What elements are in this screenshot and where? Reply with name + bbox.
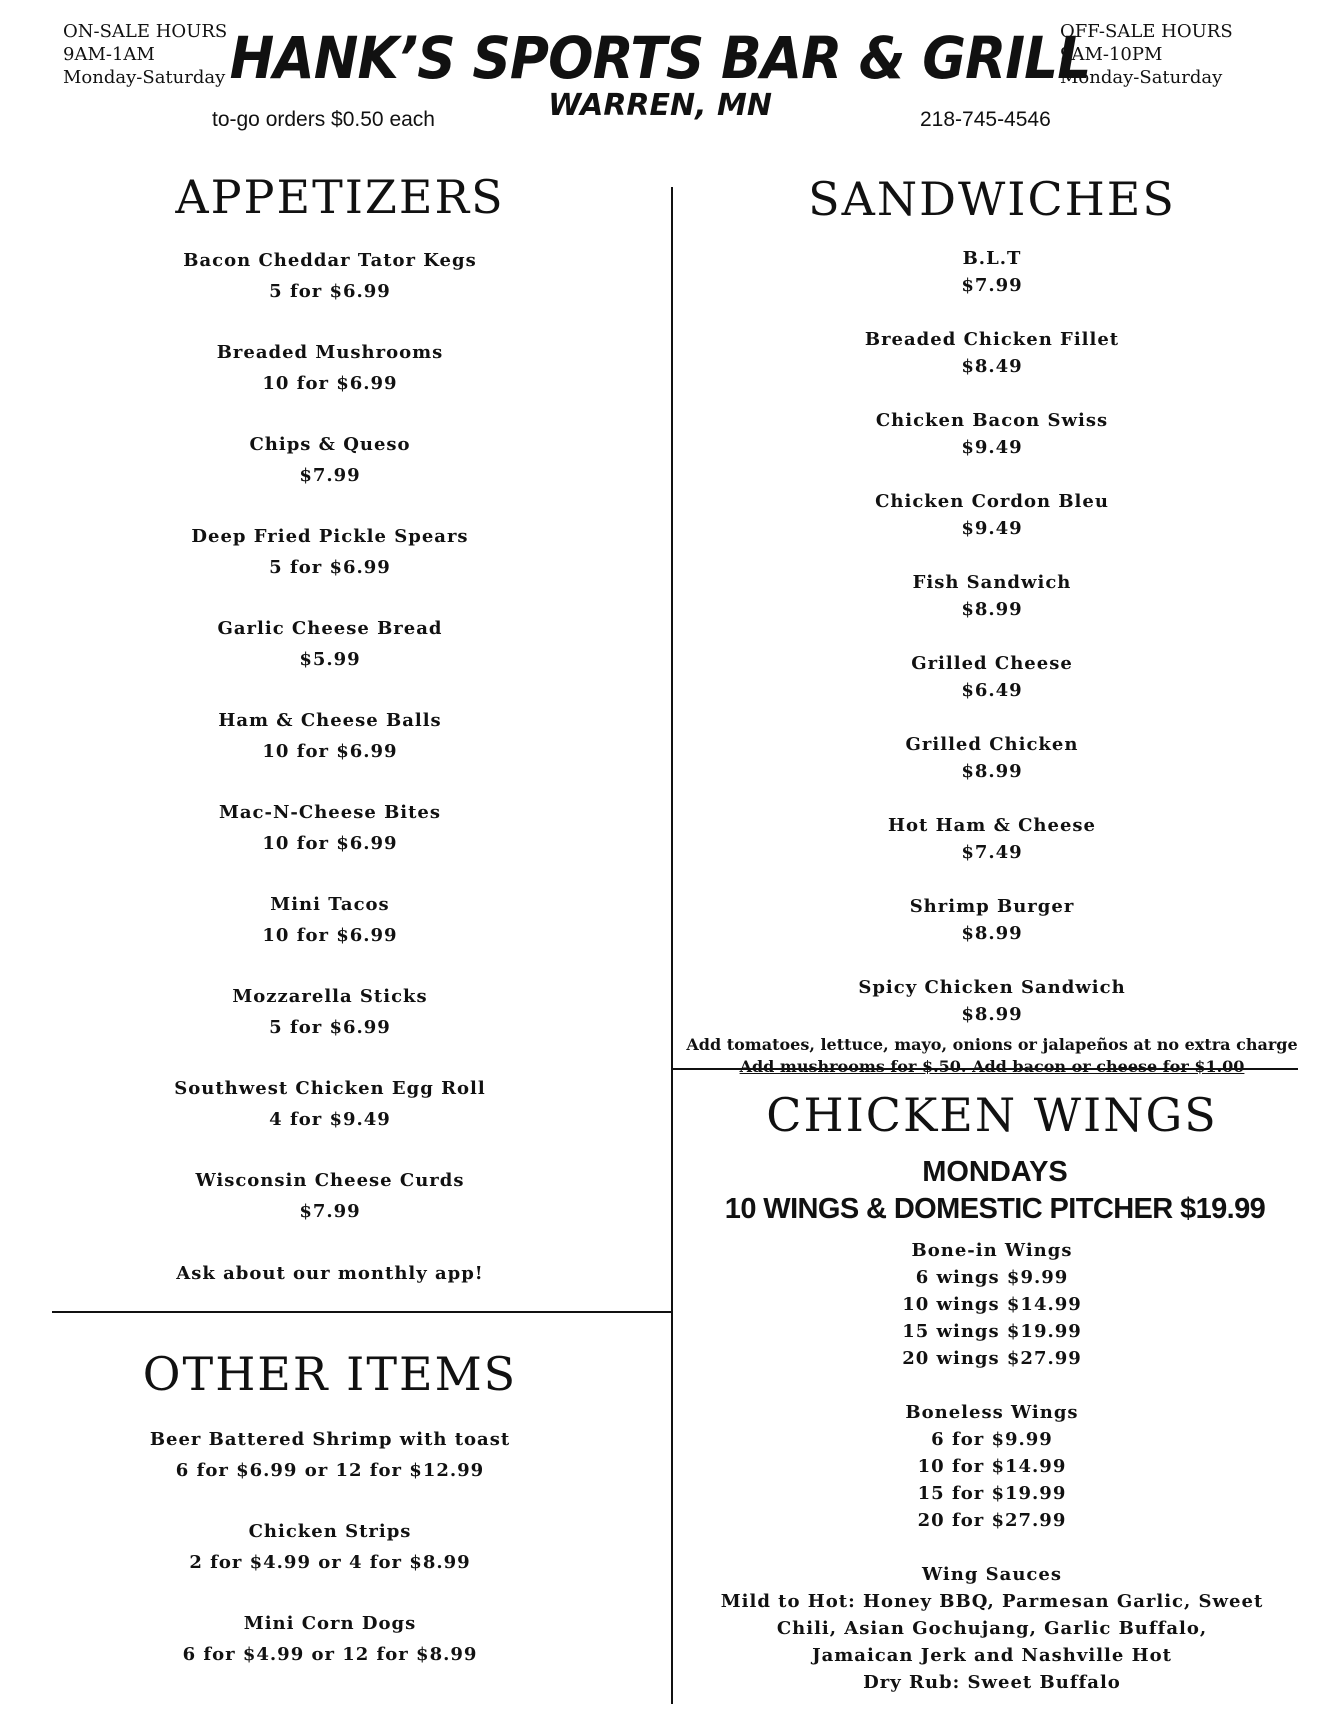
menu-item — [692, 569, 1292, 623]
menu-item — [30, 1516, 630, 1578]
item-price: $8.99 — [961, 599, 1023, 620]
bone-in-price: 20 wings $27.99 — [902, 1348, 1082, 1369]
menu-item — [30, 981, 630, 1043]
menu-item — [692, 650, 1292, 704]
menu-item — [30, 705, 630, 767]
item-name: Breaded Chicken Fillet — [864, 329, 1120, 350]
sandwiches-list — [692, 245, 1292, 1028]
menu-item — [30, 1424, 630, 1486]
menu-item — [30, 1165, 630, 1227]
item-name: Spicy Chicken Sandwich — [858, 977, 1126, 998]
wings-list — [692, 1237, 1292, 1696]
menu-item — [692, 245, 1292, 299]
item-price: $5.99 — [299, 649, 361, 670]
bone-in-price: 6 wings $9.99 — [915, 1267, 1069, 1288]
phone-number: 218-745-4546 — [920, 108, 1051, 131]
item-name: Chicken Cordon Bleu — [875, 491, 1109, 512]
menu-item — [30, 1073, 630, 1135]
item-name: B.L.T — [962, 248, 1022, 269]
menu-item — [30, 797, 630, 859]
menu-item — [30, 245, 630, 307]
item-price: $7.99 — [299, 465, 361, 486]
other-items-title: OTHER ITEMS — [142, 1347, 518, 1401]
on-sale-days: Monday-Saturday — [63, 67, 226, 88]
menu-item — [692, 488, 1292, 542]
wing-sauces-line: Mild to Hot: Honey BBQ, Parmesan Garlic, Sweet — [720, 1591, 1264, 1612]
wing-sauces-line: Dry Rub: Sweet Buffalo — [863, 1672, 1121, 1693]
boneless-price: 15 for $19.99 — [917, 1483, 1067, 1504]
item-price: 10 for $6.99 — [262, 741, 398, 762]
item-price: 10 for $6.99 — [262, 373, 398, 394]
menu-item — [30, 1608, 630, 1670]
item-price: $8.49 — [961, 356, 1023, 377]
item-name: Mini Tacos — [270, 894, 390, 915]
menu-item — [692, 893, 1292, 947]
chicken-wings-title: CHICKEN WINGS — [766, 1088, 1218, 1142]
to-go-note: to-go orders $0.50 each — [212, 108, 435, 131]
boneless-label: Boneless Wings — [905, 1402, 1079, 1423]
item-price: 5 for $6.99 — [269, 281, 391, 302]
other-items-list — [30, 1424, 630, 1670]
off-sale-days: Monday-Saturday — [1060, 67, 1223, 88]
item-price: 10 for $6.99 — [262, 833, 398, 854]
menu-item — [692, 407, 1292, 461]
item-price: 4 for $9.49 — [269, 1109, 391, 1130]
sandwiches-title: SANDWICHES — [808, 172, 1176, 226]
restaurant-title: HANK’S SPORTS BAR & GRILL — [229, 24, 1091, 92]
bone-in-label: Bone-in Wings — [911, 1240, 1073, 1261]
menu-item — [692, 326, 1292, 380]
left-section-divider — [52, 1311, 672, 1313]
center-divider — [671, 187, 673, 1704]
item-name: Hot Ham & Cheese — [888, 815, 1096, 836]
item-name: Ham & Cheese Balls — [218, 710, 442, 731]
boneless-price: 6 for $9.99 — [931, 1429, 1053, 1450]
item-price: $8.99 — [961, 1004, 1023, 1025]
item-name: Garlic Cheese Bread — [217, 618, 443, 639]
item-price: 5 for $6.99 — [269, 1017, 391, 1038]
item-price: 6 for $6.99 or 12 for $12.99 — [175, 1460, 485, 1481]
item-name: Shrimp Burger — [909, 896, 1075, 917]
item-price: $7.99 — [299, 1201, 361, 1222]
promo-deal: 10 WINGS & DOMESTIC PITCHER $19.99 — [724, 1193, 1266, 1225]
appetizers-title: APPETIZERS — [175, 170, 505, 224]
item-price: 5 for $6.99 — [269, 557, 391, 578]
wing-sauces-line: Chili, Asian Gochujang, Garlic Buffalo, — [776, 1618, 1208, 1639]
menu-item — [30, 337, 630, 399]
menu-item — [30, 429, 630, 491]
item-price: $9.49 — [961, 437, 1023, 458]
item-name: Chips & Queso — [249, 434, 411, 455]
bone-in-price: 15 wings $19.99 — [902, 1321, 1082, 1342]
item-name: Beer Battered Shrimp with toast — [149, 1429, 511, 1450]
wing-sauces-label: Wing Sauces — [922, 1564, 1062, 1585]
item-price: $7.49 — [961, 842, 1023, 863]
wing-sauces-line: Jamaican Jerk and Nashville Hot — [812, 1645, 1172, 1666]
item-price: $8.99 — [961, 923, 1023, 944]
menu-item — [30, 889, 630, 951]
item-name: Fish Sandwich — [912, 572, 1072, 593]
item-price: 6 for $4.99 or 12 for $8.99 — [182, 1644, 478, 1665]
item-name: Wisconsin Cheese Curds — [195, 1170, 465, 1191]
item-name: Grilled Chicken — [905, 734, 1079, 755]
item-price: $7.99 — [961, 275, 1023, 296]
boneless-price: 20 for $27.99 — [917, 1510, 1067, 1531]
off-sale-heading: OFF-SALE HOURS — [1060, 21, 1233, 42]
on-sale-time: 9AM-1AM — [63, 44, 155, 65]
item-price: 2 for $4.99 or 4 for $8.99 — [189, 1552, 471, 1573]
item-name: Mini Corn Dogs — [243, 1613, 417, 1634]
menu-item — [692, 731, 1292, 785]
item-name: Grilled Cheese — [911, 653, 1073, 674]
item-name: Southwest Chicken Egg Roll — [174, 1078, 486, 1099]
monthly-app-note: Ask about our monthly app! — [176, 1263, 484, 1284]
item-price: 10 for $6.99 — [262, 925, 398, 946]
item-name: Bacon Cheddar Tator Kegs — [183, 250, 477, 271]
on-sale-heading: ON-SALE HOURS — [63, 21, 228, 42]
boneless-price: 10 for $14.99 — [917, 1456, 1067, 1477]
addon-free-note: Add tomatoes, lettuce, mayo, onions or jalapeños at no extra charge — [686, 1035, 1298, 1054]
item-name: Breaded Mushrooms — [216, 342, 444, 363]
item-name: Mac-N-Cheese Bites — [218, 802, 442, 823]
appetizers-list — [30, 245, 630, 1289]
item-price: $8.99 — [961, 761, 1023, 782]
item-price: $6.49 — [961, 680, 1023, 701]
item-name: Chicken Bacon Swiss — [875, 410, 1109, 431]
addon-paid-note: Add mushrooms for $.50. Add bacon or cheese for $1.00 — [739, 1057, 1245, 1076]
menu-item — [692, 974, 1292, 1028]
promo-day: MONDAYS — [922, 1156, 1068, 1188]
menu-item — [30, 613, 630, 675]
menu-item — [30, 521, 630, 583]
item-name: Deep Fried Pickle Spears — [191, 526, 469, 547]
menu-item — [692, 812, 1292, 866]
bone-in-price: 10 wings $14.99 — [902, 1294, 1082, 1315]
off-sale-time: 9AM-10PM — [1060, 44, 1163, 65]
item-name: Mozzarella Sticks — [232, 986, 428, 1007]
item-name: Chicken Strips — [248, 1521, 412, 1542]
item-price: $9.49 — [961, 518, 1023, 539]
restaurant-location: WARREN, MN — [548, 88, 772, 123]
